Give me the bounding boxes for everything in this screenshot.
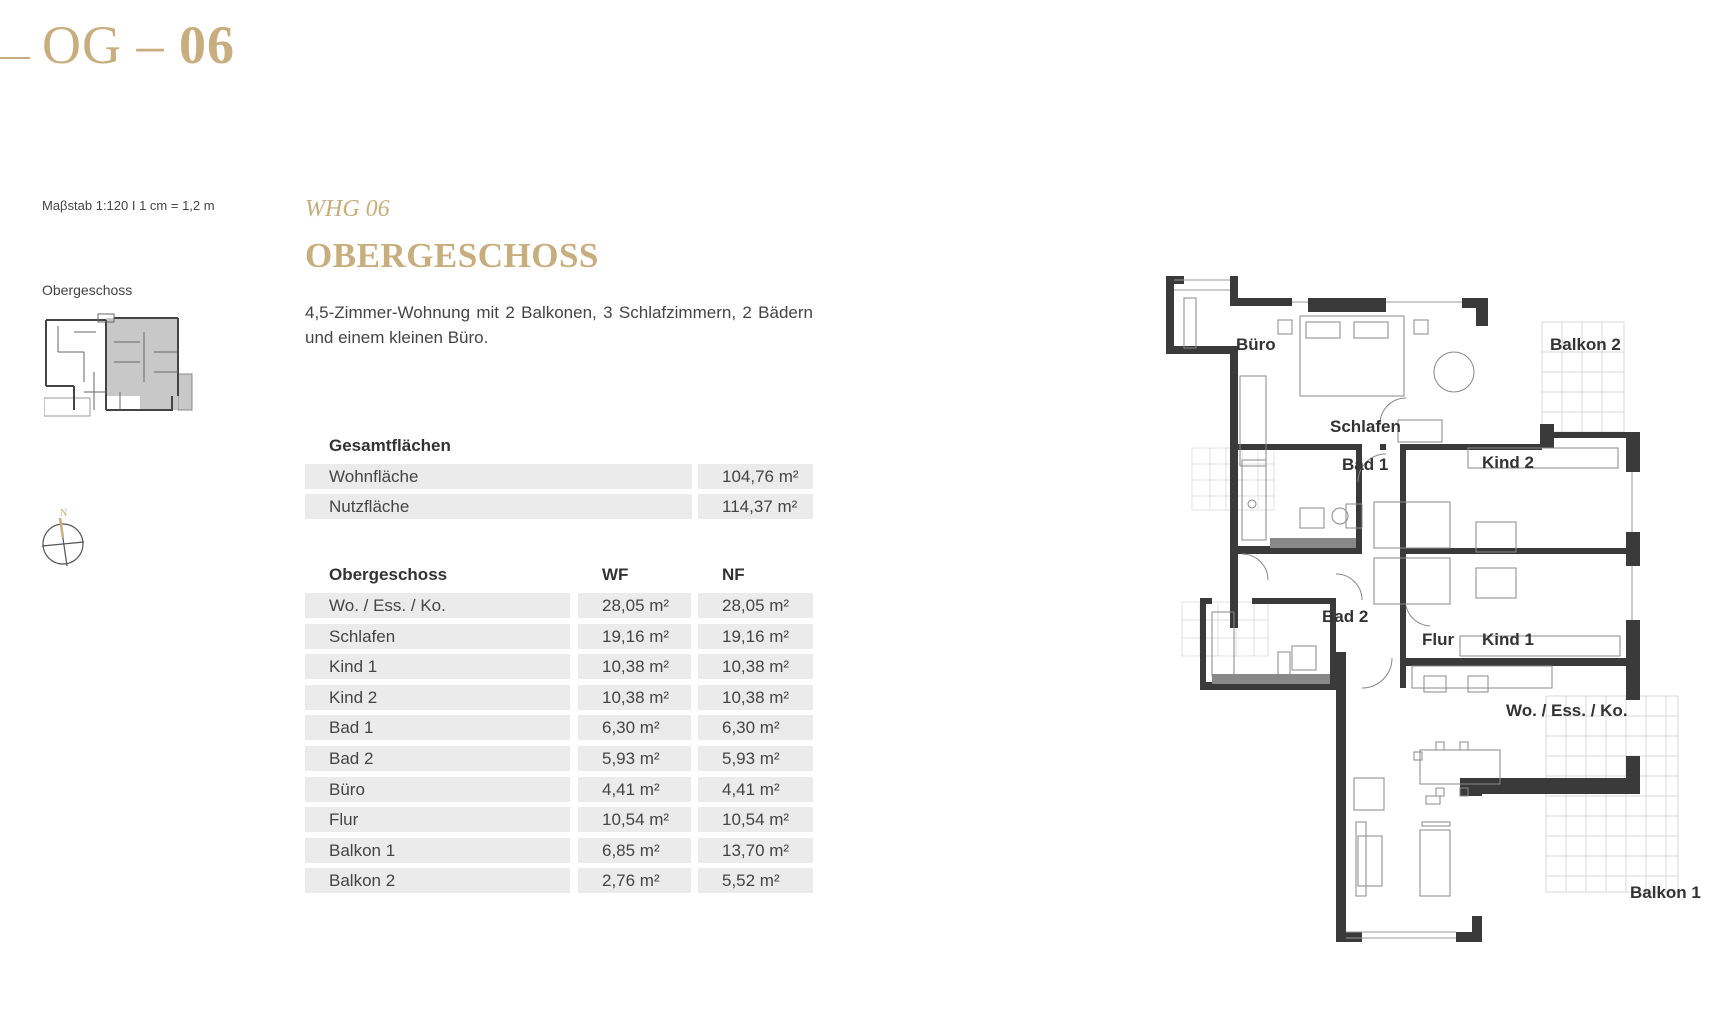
compass-icon	[40, 506, 86, 566]
label-kind-1: Kind 1	[1482, 630, 1534, 649]
room-nf: 5,52 m²	[698, 868, 813, 893]
room-label: Kind 1	[305, 654, 570, 679]
totals-heading: Gesamtflächen	[329, 436, 451, 455]
room-row	[305, 868, 813, 893]
room-label: Flur	[305, 807, 570, 832]
room-label: Büro	[305, 777, 570, 802]
walls	[1166, 276, 1640, 942]
room-row	[305, 593, 813, 618]
unit-description: 4,5-Zimmer-Wohnung mit 2 Balkonen, 3 Schlafzimmern, 2 Bädern und einem kleinen Büro.	[305, 303, 813, 347]
room-nf: 28,05 m²	[698, 593, 813, 618]
mini-floor-plan	[44, 312, 194, 438]
room-nf: 5,93 m²	[698, 746, 813, 771]
room-labels	[1236, 335, 1701, 902]
room-nf: 10,38 m²	[698, 685, 813, 710]
unit-number: 06	[179, 15, 235, 75]
room-wf: 6,30 m²	[578, 715, 691, 740]
label-balkon-2: Balkon 2	[1550, 335, 1621, 354]
col-header-wf: WF	[602, 565, 629, 584]
room-label: Bad 1	[305, 715, 570, 740]
room-nf: 4,41 m²	[698, 777, 813, 802]
floor-heading: OBERGESCHOSS	[305, 236, 599, 275]
label-kind-2: Kind 2	[1482, 453, 1534, 472]
room-label: Wo. / Ess. / Ko.	[305, 593, 570, 618]
room-wf: 19,16 m²	[578, 624, 691, 649]
floor-plan	[1160, 276, 1720, 946]
room-label: Bad 2	[305, 746, 570, 771]
room-row	[305, 715, 813, 740]
room-label: Balkon 2	[305, 868, 570, 893]
totals-value: 114,37 m²	[698, 494, 813, 519]
floor-prefix: OG –	[42, 15, 165, 75]
room-row	[305, 654, 813, 679]
room-wf: 6,85 m²	[578, 838, 691, 863]
header-rule	[0, 57, 30, 59]
label-balkon-1: Balkon 1	[1630, 883, 1701, 902]
room-wf: 4,41 m²	[578, 777, 691, 802]
room-wf: 10,38 m²	[578, 654, 691, 679]
label-wohnen: Wo. / Ess. / Ko.	[1506, 701, 1628, 720]
room-wf: 28,05 m²	[578, 593, 691, 618]
label-buero: Büro	[1236, 335, 1276, 354]
floor-unit-title	[42, 14, 235, 76]
room-row	[305, 807, 813, 832]
label-bad-2: Bad 2	[1322, 607, 1369, 626]
room-row	[305, 746, 813, 771]
room-wf: 2,76 m²	[578, 868, 691, 893]
totals-row	[305, 464, 813, 489]
room-wf: 10,38 m²	[578, 685, 691, 710]
label-flur: Flur	[1422, 630, 1455, 649]
totals-label: Nutzfläche	[305, 494, 692, 519]
room-row	[305, 838, 813, 863]
room-label: Balkon 1	[305, 838, 570, 863]
room-label: Schlafen	[305, 624, 570, 649]
totals-row	[305, 494, 813, 519]
scale-note: Maβstab 1:120 I 1 cm = 1,2 m	[42, 198, 215, 213]
compass-letter: N	[60, 508, 68, 519]
unit-code: WHG 06	[305, 196, 390, 222]
mini-plan-label: Obergeschoss	[42, 282, 133, 298]
rooms-heading: Obergeschoss	[329, 565, 448, 584]
room-row	[305, 777, 813, 802]
room-nf: 13,70 m²	[698, 838, 813, 863]
totals-label: Wohnfläche	[305, 464, 692, 489]
totals-value: 104,76 m²	[698, 464, 813, 489]
room-wf: 10,54 m²	[578, 807, 691, 832]
room-nf: 10,38 m²	[698, 654, 813, 679]
col-header-nf: NF	[722, 565, 745, 584]
room-nf: 6,30 m²	[698, 715, 813, 740]
room-row	[305, 624, 813, 649]
page-header	[0, 14, 400, 84]
room-row	[305, 685, 813, 710]
room-nf: 19,16 m²	[698, 624, 813, 649]
label-bad-1: Bad 1	[1342, 455, 1389, 474]
room-nf: 10,54 m²	[698, 807, 813, 832]
room-label: Kind 2	[305, 685, 570, 710]
room-wf: 5,93 m²	[578, 746, 691, 771]
label-schlafen: Schlafen	[1330, 417, 1401, 436]
